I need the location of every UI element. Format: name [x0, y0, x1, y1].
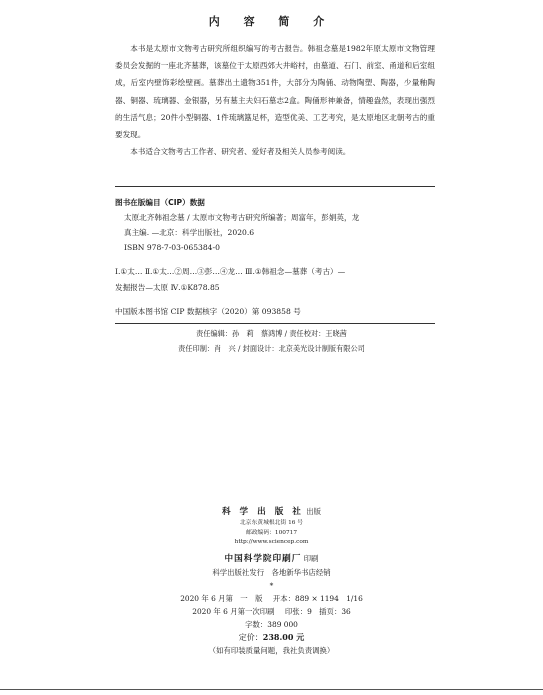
star-separator: * [269, 580, 274, 590]
divider-top [115, 186, 435, 187]
content-summary [115, 40, 435, 160]
colophon [0, 505, 543, 657]
edition-date: 2020 年 6 月第 一 版 [180, 593, 263, 603]
cip-title-line-1: 太原北齐韩祖念墓 / 太原市文物考古研究所编著；周富年，彭娟英，龙 [124, 213, 360, 222]
publisher-address: 北京东黄城根北街 16 号 [239, 520, 304, 526]
page-title: 内 容 简 介 [208, 15, 335, 28]
publisher-postcode: 邮政编码：100717 [245, 529, 298, 536]
book-format: 开本：889 × 1194 1/16 [272, 593, 363, 603]
word-count: 字数：389 000 [245, 619, 298, 629]
editorial-staff-line-2: 责任印制：肖 兴 / 封面设计：北京美光设计制版有限公司 [178, 344, 365, 353]
cip-classification-line-2: 发掘报告—太原 Ⅳ.①K878.85 [115, 283, 220, 292]
cip-record-number: 中国版本图书馆 CIP 数据核字（2020）第 093858 号 [115, 307, 301, 316]
divider-middle [115, 323, 435, 324]
publisher-url: http://www.sciencep.com [234, 539, 309, 545]
print-sheets: 印张：9 插页：36 [284, 606, 351, 616]
page-bottom-border [0, 689, 543, 690]
publisher-name: 科 学 出 版 社 [221, 507, 304, 517]
distribution-info: 科学出版社发行 各地新华书店经销 [212, 567, 331, 577]
summary-paragraph-1: 本书是太原市文物考古研究所组织编写的考古报告。韩祖念墓是1982年原太原市文物管理委员会发掘的一座北齐墓葬，该墓位于太原西郊大井峪村，由墓道、石门、前室、甬道和后室组成，后室内壁饰彩绘壁画。墓葬出土遗物351件，大部分为陶俑、动物陶塑、陶器，少量釉陶器、铜器、琉璃器、金银器，另有墓主夫妇石墓志2盒。陶俑形神兼备，情趣盎然，表现出强烈的生活气息；20件小型铜器、1件琉璃簋足杯，造型优美、工艺考究，是太原地区北朝考古的重要发现。 [115, 44, 435, 140]
printer-suffix: 印刷 [303, 553, 319, 563]
cip-heading: 图书在版编目（CIP）数据 [115, 198, 205, 207]
summary-paragraph-2: 本书适合文物考古工作者、研究者、爱好者及相关人员参考阅读。 [130, 147, 351, 157]
cip-classification-line-1: Ⅰ.①太… Ⅱ.①太…②周…③彭…④龙… Ⅲ.①韩祖念—墓葬（考古）— [115, 267, 346, 276]
quality-note: （如有印装质量问题，我社负责调换） [208, 645, 335, 655]
publisher-suffix: 出版 [306, 507, 322, 516]
cip-isbn: ISBN 978-7-03-065384-0 [124, 243, 220, 252]
price-value: 238.00 元 [262, 631, 305, 642]
price-label: 定价： [238, 632, 263, 642]
print-date: 2020 年 6 月第一次印刷 [192, 606, 275, 616]
printer-name: 中国科学院印刷厂 [224, 553, 302, 564]
editorial-staff-line-1: 责任编辑：孙 莉 蔡鸿博 / 责任校对：王晓茜 [196, 329, 347, 338]
cip-title-line-2: 真主编. —北京：科学出版社，2020.6 [124, 228, 255, 237]
